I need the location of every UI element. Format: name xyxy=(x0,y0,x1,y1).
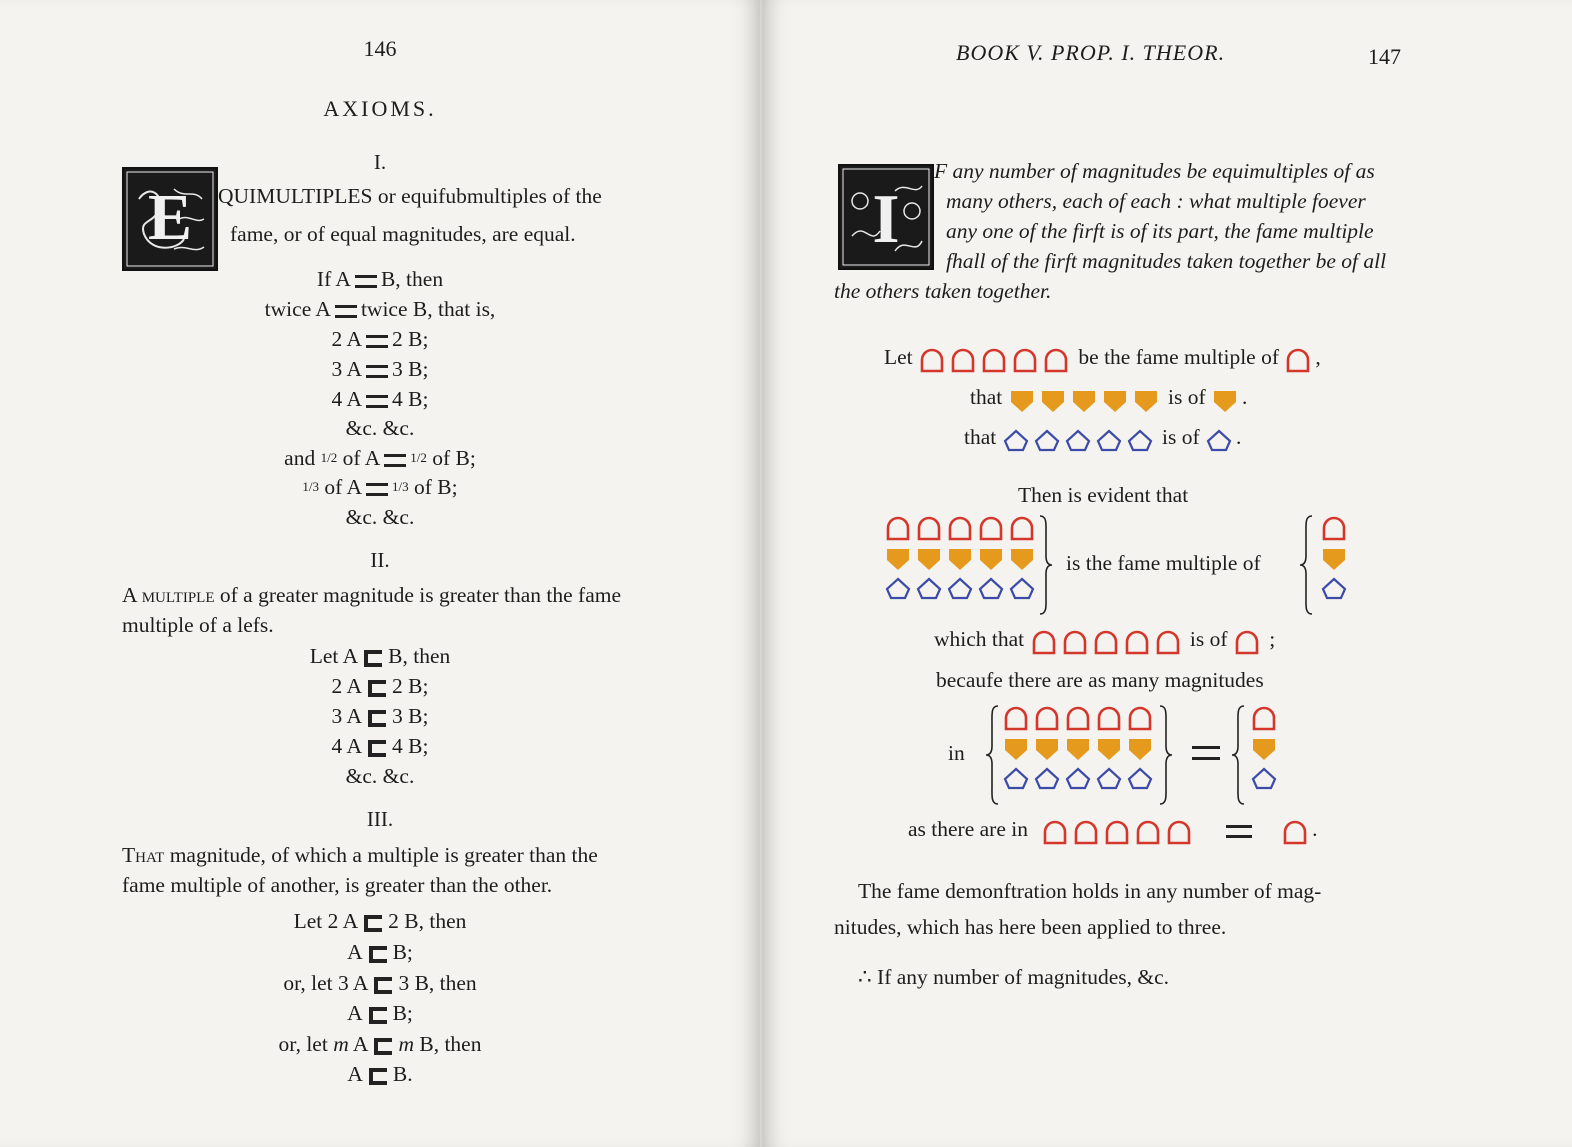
arch-magnitude-icon xyxy=(1076,822,1096,843)
arch-magnitude-icon xyxy=(981,518,1001,539)
in-diamond-1 xyxy=(1250,766,1281,792)
arch-magnitude-icon xyxy=(1046,350,1066,371)
proposition-line-5: the others taken together. xyxy=(834,279,1052,303)
proof-in: in xyxy=(948,741,965,765)
axiom-1-numeral: I. xyxy=(373,150,387,174)
arch-magnitude-icon xyxy=(1254,708,1274,729)
arch-magnitude-icon xyxy=(1169,822,1189,843)
arch-magnitude-icon xyxy=(1107,822,1127,843)
shield-magnitude-icon xyxy=(1135,391,1157,412)
left-brace-1 xyxy=(1298,514,1314,616)
shield-magnitude-icon xyxy=(1011,391,1033,412)
diamond-magnitude-icon xyxy=(887,579,909,598)
arch-magnitude-icon xyxy=(1130,708,1150,729)
axiom-3-ineq-5: or, let m A m B, then xyxy=(278,1032,482,1056)
axiom-2-ineq-1: Let A B, then xyxy=(309,644,451,668)
arch-magnitude-icon xyxy=(919,518,939,539)
shield-magnitude-icon xyxy=(1042,391,1064,412)
stack-shield-5 xyxy=(884,546,1039,572)
axiom-2-numeral: II. xyxy=(370,548,390,572)
diamond-magnitude-icon xyxy=(980,579,1002,598)
stack-shield-1 xyxy=(1320,546,1351,572)
equals-sign-2 xyxy=(1226,825,1252,838)
diamond-magnitude-icon xyxy=(1129,431,1151,450)
page-title: AXIOMS. xyxy=(323,96,437,121)
proof-because: becaufe there are as many magnitudes xyxy=(936,668,1264,692)
axiom-2-etc: &c. &c. xyxy=(345,764,415,788)
shield-magnitude-icon xyxy=(1073,391,1095,412)
diamond-group-5 xyxy=(1002,424,1157,454)
conclusion-line-1: The fame demonftration holds in any number of mag- xyxy=(858,879,1322,903)
therefore-line: ∴ If any number of magnitudes, &c. xyxy=(858,965,1170,989)
arch-magnitude-icon xyxy=(1127,632,1147,653)
shield-magnitude-icon xyxy=(1067,739,1089,760)
axiom-3-line-1: That magnitude, of which a multiple is greater than the xyxy=(122,843,598,867)
shield-magnitude-icon xyxy=(980,549,1002,570)
in-arch-1 xyxy=(1250,706,1281,732)
axiom-3-ineq-2: A B; xyxy=(347,940,413,964)
stack-arch-1 xyxy=(1320,516,1351,542)
axiom-1-etc-2: &c. &c. xyxy=(345,505,415,529)
axiom-2-ineq-3: 3 A 3 B; xyxy=(331,704,429,728)
axiom-2-line-2: multiple of a lefs. xyxy=(122,613,274,637)
diamond-magnitude-icon xyxy=(1036,769,1058,788)
axiom-3-ineq-1: Let 2 A 2 B, then xyxy=(293,909,467,933)
arch-single xyxy=(1284,344,1315,374)
proposition-line-4: fhall of the firft magnitudes taken together be of all xyxy=(946,249,1387,273)
left-page xyxy=(0,0,760,1147)
shield-magnitude-icon xyxy=(887,549,909,570)
shield-magnitude-icon xyxy=(1005,739,1027,760)
axiom-3-ineq-3: or, let 3 A 3 B, then xyxy=(283,971,477,995)
proof-as-there-are: as there are in . xyxy=(908,814,1317,846)
proof-line-let: Let be the fame multiple of , xyxy=(884,342,1321,374)
stack-group-left xyxy=(884,516,1039,602)
arch-magnitude-icon xyxy=(1045,822,1065,843)
shield-magnitude-icon xyxy=(1253,739,1275,760)
left-brace-3 xyxy=(1230,704,1246,806)
axiom-2-line-1: A multiple of a greater magnitude is greater than the fame xyxy=(122,583,622,607)
diamond-magnitude-icon xyxy=(1208,431,1230,450)
arch-magnitude-icon xyxy=(1034,632,1054,653)
arch-magnitude-icon xyxy=(1065,632,1085,653)
diamond-magnitude-icon xyxy=(1098,769,1120,788)
in-arch-5 xyxy=(1002,706,1157,732)
arch-magnitude-icon xyxy=(1006,708,1026,729)
stack-diamond-5 xyxy=(884,576,1039,602)
shield-magnitude-icon xyxy=(949,549,971,570)
arch-magnitude-icon xyxy=(922,350,942,371)
arch-magnitude-icon xyxy=(888,518,908,539)
diamond-magnitude-icon xyxy=(918,579,940,598)
shield-group-5 xyxy=(1008,384,1163,414)
diamond-magnitude-icon xyxy=(1036,431,1058,450)
shield-single xyxy=(1211,384,1242,414)
arch-group-5 xyxy=(918,344,1073,374)
page-number-right: 147 xyxy=(1368,44,1401,69)
page-number-left: 146 xyxy=(363,36,397,61)
axiom-1-line-2: fame, or of equal magnitudes, are equal. xyxy=(230,222,576,246)
proof-which-that: which that is of ; xyxy=(934,624,1275,656)
svg-text:I: I xyxy=(872,181,900,258)
diamond-magnitude-icon xyxy=(1098,431,1120,450)
as-arch-5 xyxy=(1041,816,1196,846)
diamond-magnitude-icon xyxy=(1005,769,1027,788)
as-arch-1 xyxy=(1281,816,1312,846)
in-shield-1 xyxy=(1250,736,1281,762)
axiom-3-ineq-6: A B. xyxy=(347,1062,413,1086)
diamond-magnitude-icon xyxy=(1067,769,1089,788)
axiom-3-ineq-4: A B; xyxy=(347,1001,413,1025)
running-header: BOOK V. PROP. I. THEOR. xyxy=(956,40,1226,65)
stack-group-right xyxy=(1320,516,1351,602)
diamond-magnitude-icon xyxy=(1005,431,1027,450)
which-arch-5 xyxy=(1030,626,1185,656)
shield-magnitude-icon xyxy=(1098,739,1120,760)
in-group-right xyxy=(1250,706,1281,792)
proof-line-that-2: that is of . xyxy=(964,422,1241,454)
arch-magnitude-icon xyxy=(953,350,973,371)
shield-magnitude-icon xyxy=(918,549,940,570)
in-group xyxy=(1002,706,1157,792)
axiom-1-eq-4: 3 A 3 B; xyxy=(331,357,429,381)
proposition-line-1: F any number of magnitudes be equimultiples of as xyxy=(934,159,1375,183)
in-shield-5 xyxy=(1002,736,1157,762)
proposition-line-2: many others, each of each : what multiple foever xyxy=(946,189,1366,213)
arch-magnitude-icon xyxy=(1015,350,1035,371)
right-page xyxy=(762,0,1572,1147)
stack-diamond-1 xyxy=(1320,576,1351,602)
axiom-1-eq-1: If A B, then xyxy=(316,267,444,291)
axiom-2-ineq-4: 4 A 4 B; xyxy=(331,734,429,758)
arch-magnitude-icon xyxy=(1158,632,1178,653)
arch-magnitude-icon xyxy=(1012,518,1032,539)
axiom-3-line-2: fame multiple of another, is greater than the other. xyxy=(122,873,553,897)
diamond-magnitude-icon xyxy=(1129,769,1151,788)
arch-magnitude-icon xyxy=(1096,632,1116,653)
diamond-magnitude-icon xyxy=(1067,431,1089,450)
proof-line-that-1: that is of . xyxy=(970,382,1247,414)
shield-magnitude-icon xyxy=(1214,391,1236,412)
proposition-line-3: any one of the firft is of its part, the fame multiple xyxy=(946,219,1374,243)
diamond-magnitude-icon xyxy=(1253,769,1275,788)
diamond-magnitude-icon xyxy=(949,579,971,598)
stack-arch-5 xyxy=(884,516,1039,542)
diamond-magnitude-icon xyxy=(1323,579,1345,598)
axiom-1-eq-half: and 1/2 of A 1/2 of B; xyxy=(284,446,476,470)
arch-magnitude-icon xyxy=(984,350,1004,371)
right-brace-2 xyxy=(1158,704,1174,806)
equals-sign-1 xyxy=(1192,746,1220,760)
drop-cap-i xyxy=(838,164,934,270)
conclusion-line-2: nitudes, which has here been applied to three. xyxy=(834,915,1227,939)
arch-magnitude-icon xyxy=(1138,822,1158,843)
shield-magnitude-icon xyxy=(1129,739,1151,760)
shield-magnitude-icon xyxy=(1036,739,1058,760)
axiom-1-eq-3: 2 A 2 B; xyxy=(331,327,429,351)
arch-magnitude-icon xyxy=(1099,708,1119,729)
svg-text:E: E xyxy=(147,181,193,254)
arch-magnitude-icon xyxy=(1285,822,1305,843)
arch-magnitude-icon xyxy=(1237,632,1257,653)
axiom-2-ineq-2: 2 A 2 B; xyxy=(331,674,429,698)
arch-magnitude-icon xyxy=(1037,708,1057,729)
shield-magnitude-icon xyxy=(1011,549,1033,570)
shield-magnitude-icon xyxy=(1323,549,1345,570)
drop-cap-e xyxy=(122,167,218,271)
axiom-1-eq-third: 1/3 of A 1/3 of B; xyxy=(302,475,458,499)
which-arch-1 xyxy=(1233,626,1264,656)
proof-then-evident: Then is evident that xyxy=(1018,483,1189,507)
axiom-1-eq-2: twice A twice B, that is, xyxy=(264,297,496,321)
stack-same-multiple-text: is the fame multiple of xyxy=(1066,551,1261,575)
axiom-3-numeral: III. xyxy=(366,807,394,831)
left-brace-2 xyxy=(984,704,1000,806)
arch-magnitude-icon xyxy=(1068,708,1088,729)
diamond-magnitude-icon xyxy=(1011,579,1033,598)
diamond-single xyxy=(1205,424,1236,454)
arch-magnitude-icon xyxy=(950,518,970,539)
axiom-1-line-1: QUIMULTIPLES or equifubmultiples of the xyxy=(218,184,602,208)
arch-magnitude-icon xyxy=(1324,518,1344,539)
axiom-1-eq-5: 4 A 4 B; xyxy=(331,387,429,411)
axiom-1-etc-1: &c. &c. xyxy=(345,416,415,440)
right-brace-1 xyxy=(1038,514,1054,616)
in-diamond-5 xyxy=(1002,766,1157,792)
shield-magnitude-icon xyxy=(1104,391,1126,412)
arch-magnitude-icon xyxy=(1288,350,1308,371)
